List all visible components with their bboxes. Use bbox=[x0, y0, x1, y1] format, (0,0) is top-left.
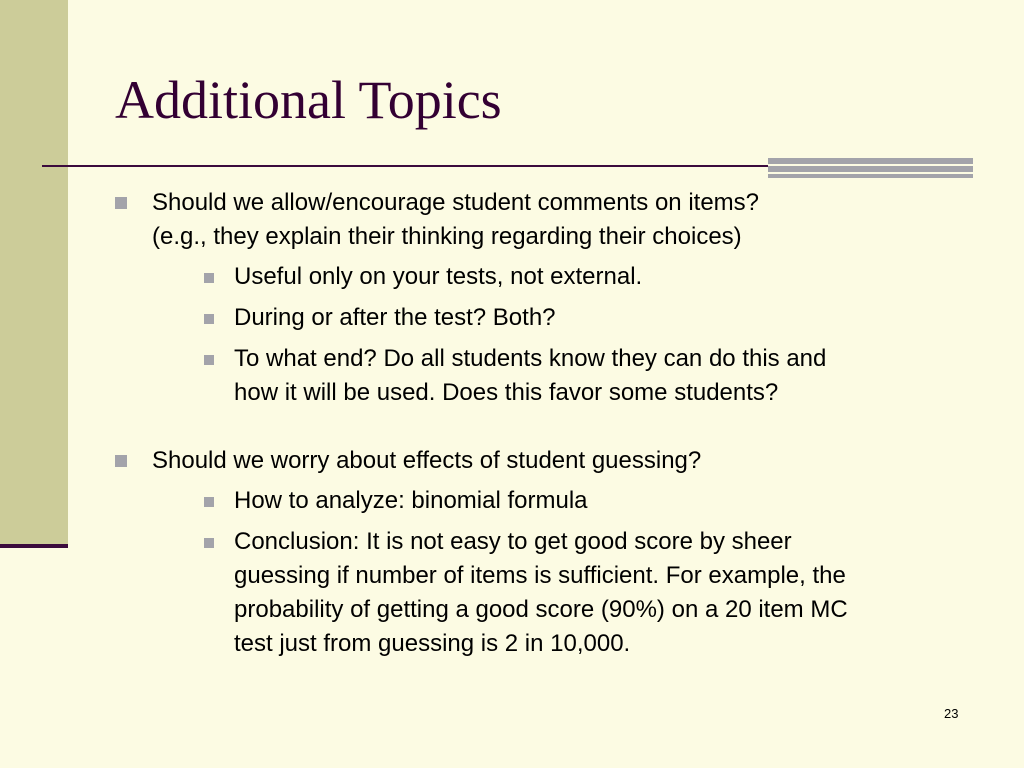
bullet-text bbox=[152, 186, 975, 254]
sub-bullet-item bbox=[152, 260, 975, 294]
text-line: Should we worry about effects of student guessing? bbox=[152, 447, 702, 474]
square-bullet-icon bbox=[204, 314, 214, 324]
slide-content bbox=[115, 186, 975, 661]
sub-bullet-item bbox=[152, 342, 975, 410]
sub-bullet-text bbox=[197, 484, 975, 518]
square-bullet-icon bbox=[204, 497, 214, 507]
text-line: Conclusion: It is not easy to get good score by sheer bbox=[234, 528, 792, 555]
square-bullet-icon bbox=[204, 355, 214, 365]
bullet-text bbox=[152, 444, 975, 478]
sub-bullet-text bbox=[197, 342, 975, 410]
bullet-item-1 bbox=[115, 186, 975, 410]
square-bullet-icon bbox=[115, 455, 127, 467]
text-line: To what end? Do all students know they can do this and bbox=[234, 345, 827, 372]
text-line: test just from guessing is 2 in 10,000. bbox=[234, 630, 631, 657]
page-number: 23 bbox=[944, 706, 959, 721]
text-line: guessing if number of items is sufficient. For example, the bbox=[234, 562, 846, 589]
text-line: (e.g., they explain their thinking regarding their choices) bbox=[152, 223, 742, 250]
sub-bullet-text bbox=[197, 301, 975, 335]
sub-bullet-text bbox=[197, 525, 975, 661]
text-line: During or after the test? Both? bbox=[234, 304, 556, 331]
text-line: Should we allow/encourage student comments on items? bbox=[152, 189, 760, 216]
left-accent-rule bbox=[0, 544, 68, 548]
sub-bullet-list bbox=[152, 260, 975, 410]
square-bullet-icon bbox=[204, 538, 214, 548]
text-line: probability of getting a good score (90%) on a 20 item MC bbox=[234, 596, 848, 623]
text-line: Useful only on your tests, not external. bbox=[234, 263, 643, 290]
sub-bullet-item bbox=[152, 301, 975, 335]
left-accent-bar bbox=[0, 0, 68, 547]
sub-bullet-text bbox=[197, 260, 975, 294]
square-bullet-icon bbox=[115, 197, 127, 209]
slide-title: Additional Topics bbox=[115, 70, 502, 130]
sub-bullet-item bbox=[152, 484, 975, 518]
text-line: how it will be used. Does this favor some students? bbox=[234, 379, 779, 406]
bullet-item-2 bbox=[115, 444, 975, 661]
square-bullet-icon bbox=[204, 273, 214, 283]
title-divider-accent bbox=[768, 158, 973, 178]
sub-bullet-list bbox=[152, 484, 975, 661]
text-line: How to analyze: binomial formula bbox=[234, 487, 588, 514]
sub-bullet-item bbox=[152, 525, 975, 661]
bullet-list bbox=[115, 186, 975, 661]
